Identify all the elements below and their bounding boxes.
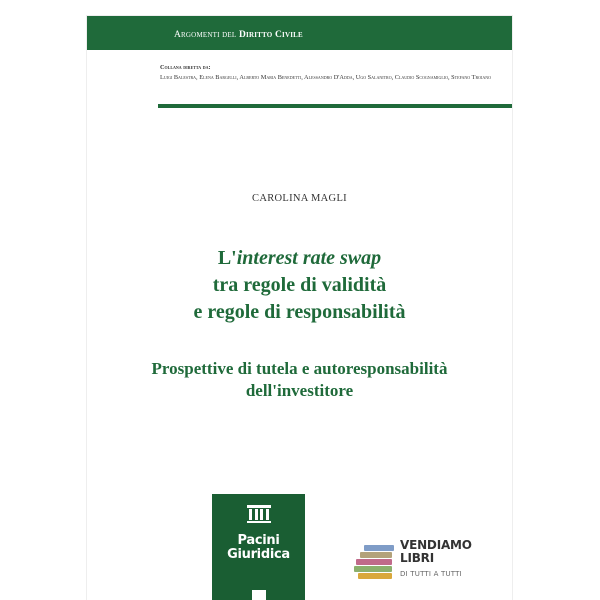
publisher-notch — [252, 590, 266, 600]
title-prefix: L' — [217, 247, 237, 269]
book-stripe — [354, 566, 392, 572]
book-stripe — [360, 552, 392, 558]
subtitle-line-1: Prospettive di tutela e autoresponsabilità — [151, 359, 448, 378]
badge-tagline: DI TUTTI A TUTTI — [400, 570, 462, 578]
title-line-1 — [87, 245, 512, 272]
title-italic: interest rate swap — [236, 247, 382, 269]
series-title — [174, 30, 303, 40]
badge-line-2: LIBRI — [400, 551, 434, 565]
book-cover — [87, 16, 512, 600]
direction-label: Collana diretta da: — [160, 64, 211, 71]
author-name: CAROLINA MAGLI — [252, 193, 347, 204]
publisher-name — [212, 534, 305, 562]
columns-emblem-icon — [246, 504, 272, 524]
header-rule — [158, 104, 512, 108]
series-direction — [160, 63, 505, 82]
series-emphasis: Diritto Civile — [238, 30, 303, 40]
series-band — [87, 16, 512, 50]
subtitle-line-2: dell'investitore — [245, 381, 354, 400]
book-stripe — [364, 545, 394, 551]
title-line-3: e regole di responsabilità — [193, 301, 406, 323]
stacked-books-icon — [354, 541, 398, 583]
book-stripe — [358, 573, 392, 579]
book-title — [87, 245, 512, 326]
book-subtitle — [87, 358, 512, 402]
publisher-logo — [212, 494, 305, 600]
book-stripe — [356, 559, 392, 565]
vendiamo-libri-badge — [354, 537, 494, 587]
publisher-line-1: Pacini — [237, 533, 280, 548]
title-line-2: tra regole di validità — [212, 274, 387, 296]
publisher-line-2: Giuridica — [227, 547, 290, 562]
series-band-stub — [87, 16, 158, 50]
badge-line-1: VENDIAMO — [400, 538, 472, 552]
direction-names: Luigi Balestra, Elena Bargelli, Alberto Maria Benedetti, Alessandro D'Adda, Ugo Salanitro, Claudio Scognamiglio, Stefano Troiano — [160, 73, 492, 81]
series-prefix: Argomenti del — [174, 30, 237, 40]
